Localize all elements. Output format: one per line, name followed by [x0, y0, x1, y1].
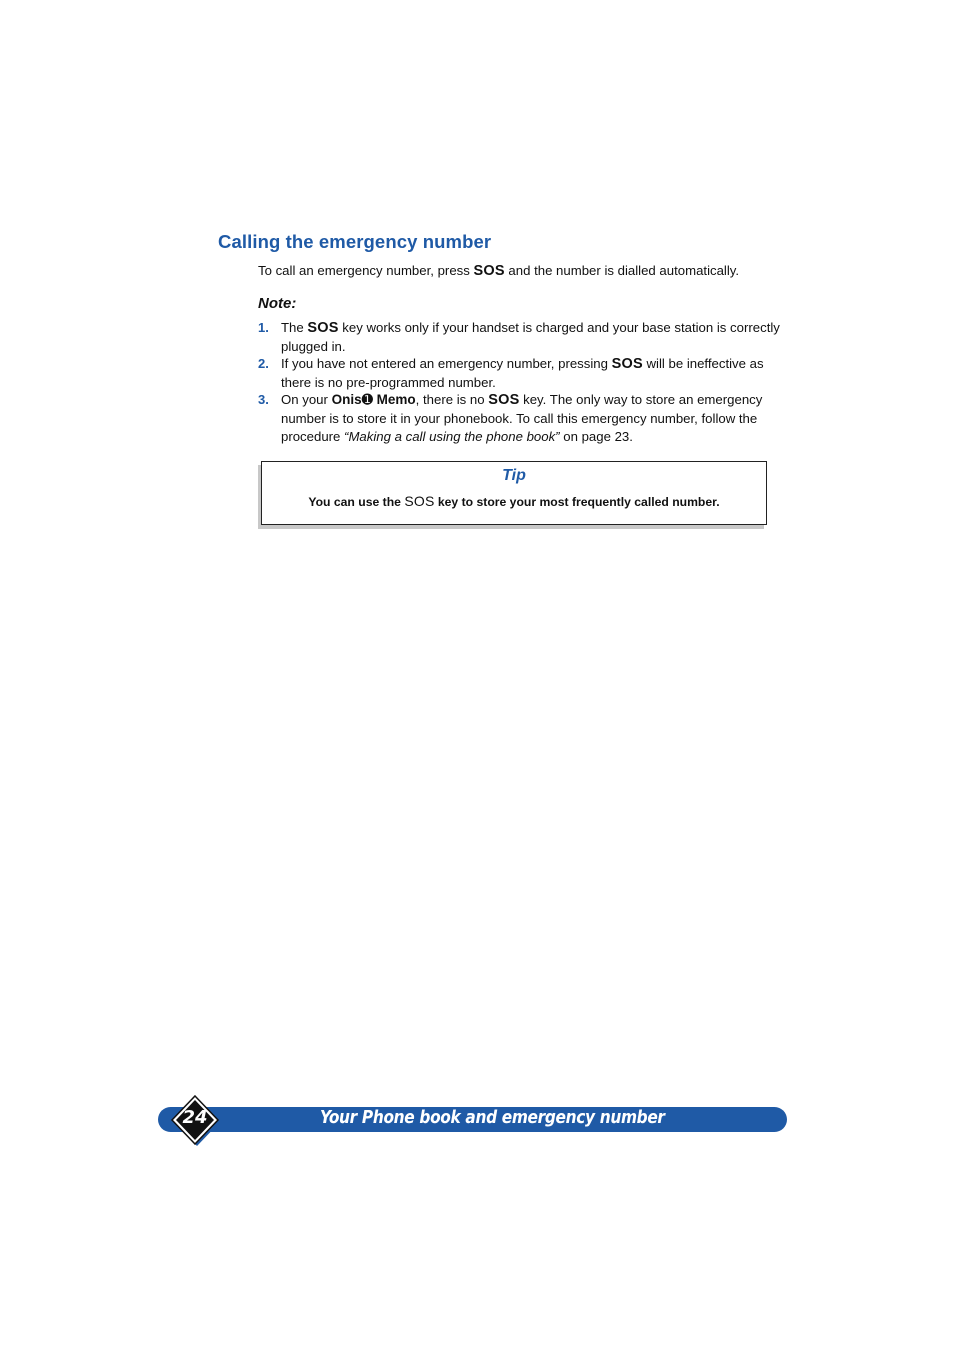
footer-chapter-title: Your Phone book and emergency number: [320, 1108, 665, 1128]
note-text: , there is no: [415, 392, 489, 408]
tip-title: Tip: [502, 467, 526, 484]
note-text: will be ineffective as there is no pre-programmed number.: [281, 356, 764, 390]
note-text: On your: [281, 392, 332, 408]
page-number-badge: [169, 1094, 221, 1146]
note-title: Note:: [258, 295, 297, 312]
sos-key-label: SOS: [611, 356, 643, 373]
sos-key-label: SOS: [307, 320, 339, 336]
note-number-2: 2.: [258, 356, 269, 372]
tip-box: [261, 461, 767, 525]
note-list: [258, 319, 788, 445]
note-number-1: 1.: [258, 320, 269, 335]
intro-paragraph: [258, 262, 739, 280]
note-item-3: [258, 391, 788, 445]
sos-key-label: SOS: [404, 493, 435, 509]
product-name: Onis➊ Memo: [331, 392, 416, 408]
note-text: on page 23.: [559, 428, 633, 444]
note-item-2: [258, 355, 788, 391]
intro-text-start: To call an emergency number, press: [258, 263, 474, 278]
sos-key-label: SOS: [488, 392, 520, 409]
note-text: If you have not entered an emergency number, pressing: [281, 356, 612, 372]
note-item-1: [258, 319, 788, 355]
tip-text-start: You can use the: [308, 495, 405, 509]
page-number: 24: [182, 1107, 208, 1128]
sos-key-label: SOS: [473, 263, 505, 279]
tip-text: [262, 493, 766, 509]
note-text: key works only if your handset is charged and your base station is correctly plugged in.: [281, 320, 780, 354]
note-text: The: [281, 320, 308, 335]
intro-text-end: and the number is dialled automatically.: [504, 263, 740, 278]
cross-reference: “Making a call using the phone book”: [344, 428, 560, 444]
note-number-3: 3.: [258, 392, 269, 408]
tip-text-end: key to store your most frequently called number.: [434, 495, 720, 509]
section-heading: Calling the emergency number: [218, 231, 492, 252]
note-text: key. The only way to store an emergency number is to store it in your phonebook. To call this emergency number, follow the procedure: [281, 392, 763, 444]
